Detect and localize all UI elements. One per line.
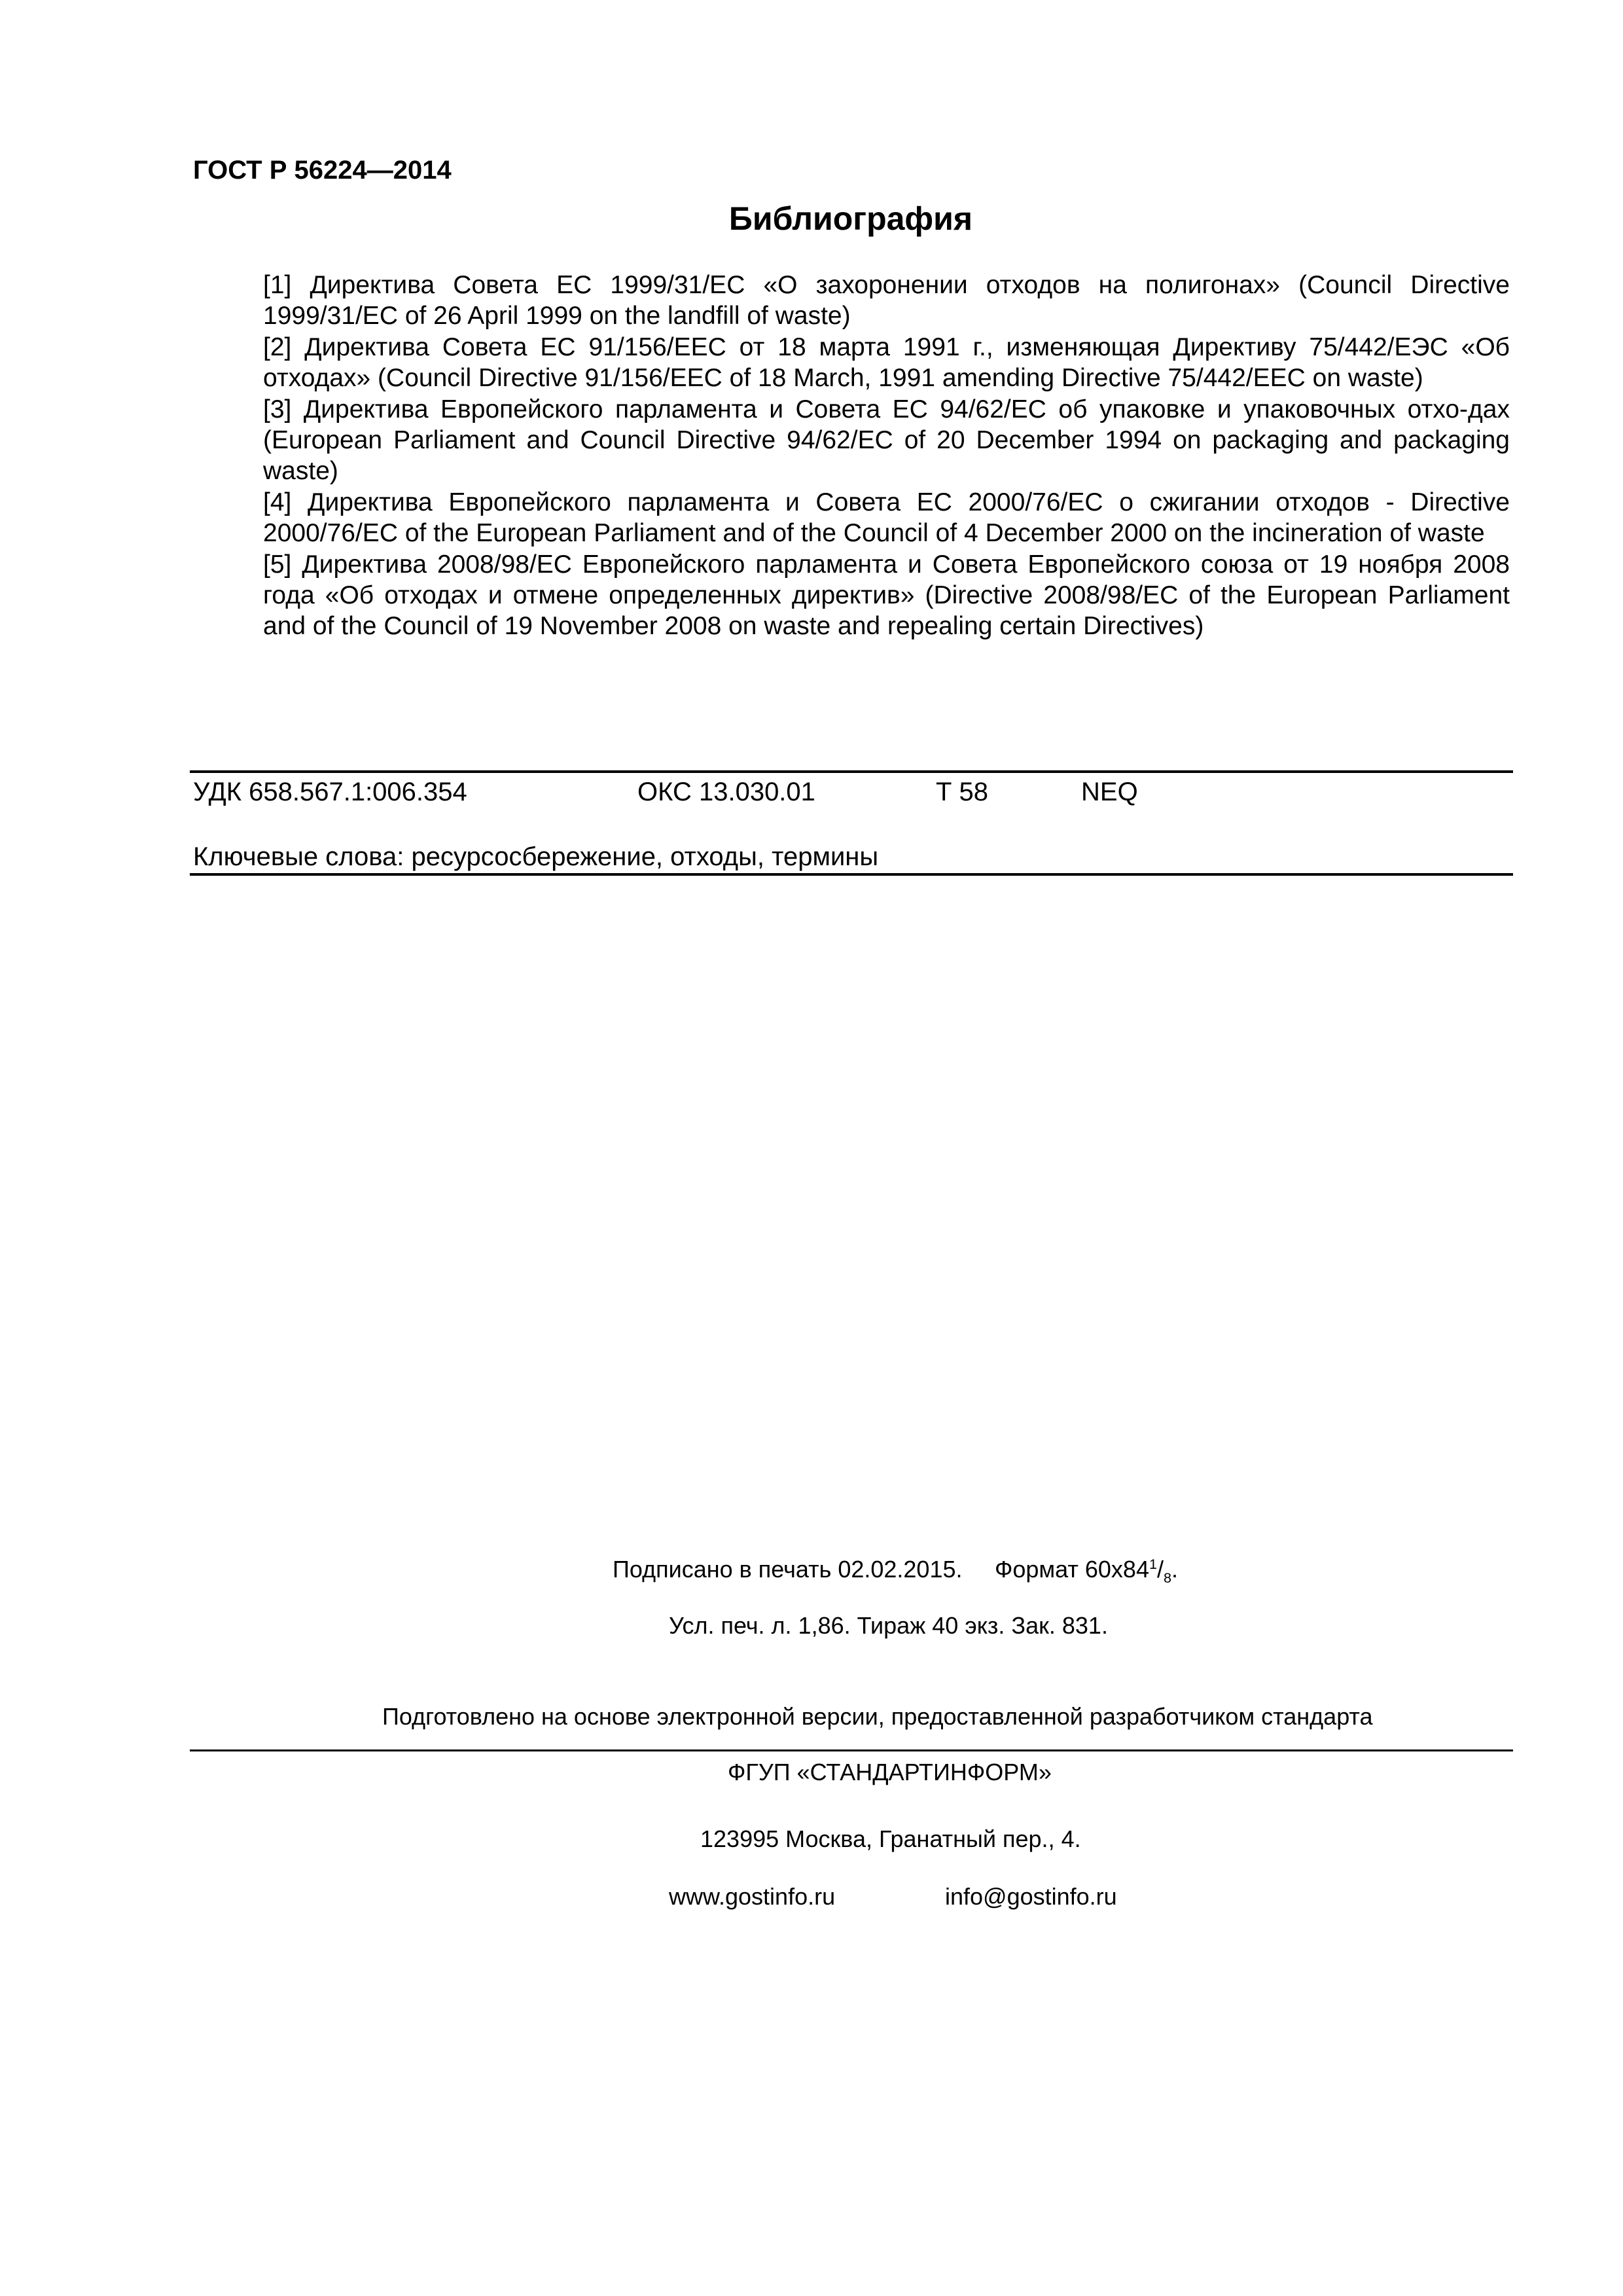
publisher-website: www.gostinfo.ru (669, 1883, 836, 1910)
classification-bottom-rule (190, 873, 1513, 876)
oks-code: ОКС 13.030.01 (637, 778, 815, 806)
bibliography-entry-4: [4] Директива Европейского парламента и Совета ЕС 2000/76/ЕС о сжигании отходов - Directive 2000/76/EC of the European Parliament and of the Council of 4 December 2000 on the incineration of waste (263, 488, 1510, 548)
group-code: Т 58 (936, 778, 989, 806)
paper-format-denominator: 8 (1164, 1570, 1172, 1587)
conformity-code: NEQ (1081, 778, 1138, 806)
keywords: Ключевые слова: ресурсосбережение, отходы, термины (193, 842, 879, 871)
print-info: Усл. печ. л. 1,86. Тираж 40 экз. Зак. 831. (669, 1612, 1108, 1639)
udc-code: УДК 658.567.1:006.354 (193, 778, 467, 806)
imprint-rule (190, 1749, 1513, 1751)
bibliography-entry-3: [3] Директива Европейского парламента и Совета ЕС 94/62/ЕС об упаковке и упаковочных отхо-дах (European Parliament and Council Directive 94/62/EC of 20 December 1994 on packaging and packaging waste) (263, 395, 1510, 486)
bibliography-title: Библиография (728, 200, 973, 237)
paper-format-label: Формат 60x84 (995, 1556, 1149, 1583)
paper-format-numerator: 1 (1149, 1556, 1157, 1572)
publisher-email: info@gostinfo.ru (945, 1883, 1117, 1910)
signed-date: Подписано в печать 02.02.2015. (613, 1556, 963, 1583)
bibliography-list (263, 270, 1510, 642)
publisher-address: 123995 Москва, Гранатный пер., 4. (700, 1825, 1081, 1852)
document-code: ГОСТ Р 56224—2014 (193, 156, 452, 185)
prepared-note: Подготовлено на основе электронной версии, предоставленной разработчиком стандарта (382, 1703, 1373, 1730)
paper-format: Формат $60x84^1/_8$. (995, 1556, 1179, 1587)
paper-format-tail: . (1171, 1556, 1179, 1583)
bibliography-entry-2: [2] Директива Совета ЕС 91/156/ЕЕС от 18 марта 1991 г., изменяющая Директиву 75/442/ЕЭС «Об отходах» (Council Directive 91/156/EEC of 18 March, 1991 amending Directive 75/442/EEC on waste) (263, 332, 1510, 393)
bibliography-entry-5: [5] Директива 2008/98/ЕС Европейского парламента и Совета Европейского союза от 19 ноября 2008 года «Об отходах и отмене определенных директив» (Directive 2008/98/EC of the European Parliament and of the Council of 19 November 2008 on waste and repealing certain Directives) (263, 550, 1510, 641)
bibliography-entry-1: [1] Директива Совета ЕС 1999/31/ЕС «О захоронении отходов на полигонах» (Council Directive 1999/31/EC of 26 April 1999 on the landfill of waste) (263, 271, 1510, 331)
classification-top-rule (190, 770, 1513, 773)
publisher-name: ФГУП «СТАНДАРТИНФОРМ» (728, 1759, 1052, 1785)
